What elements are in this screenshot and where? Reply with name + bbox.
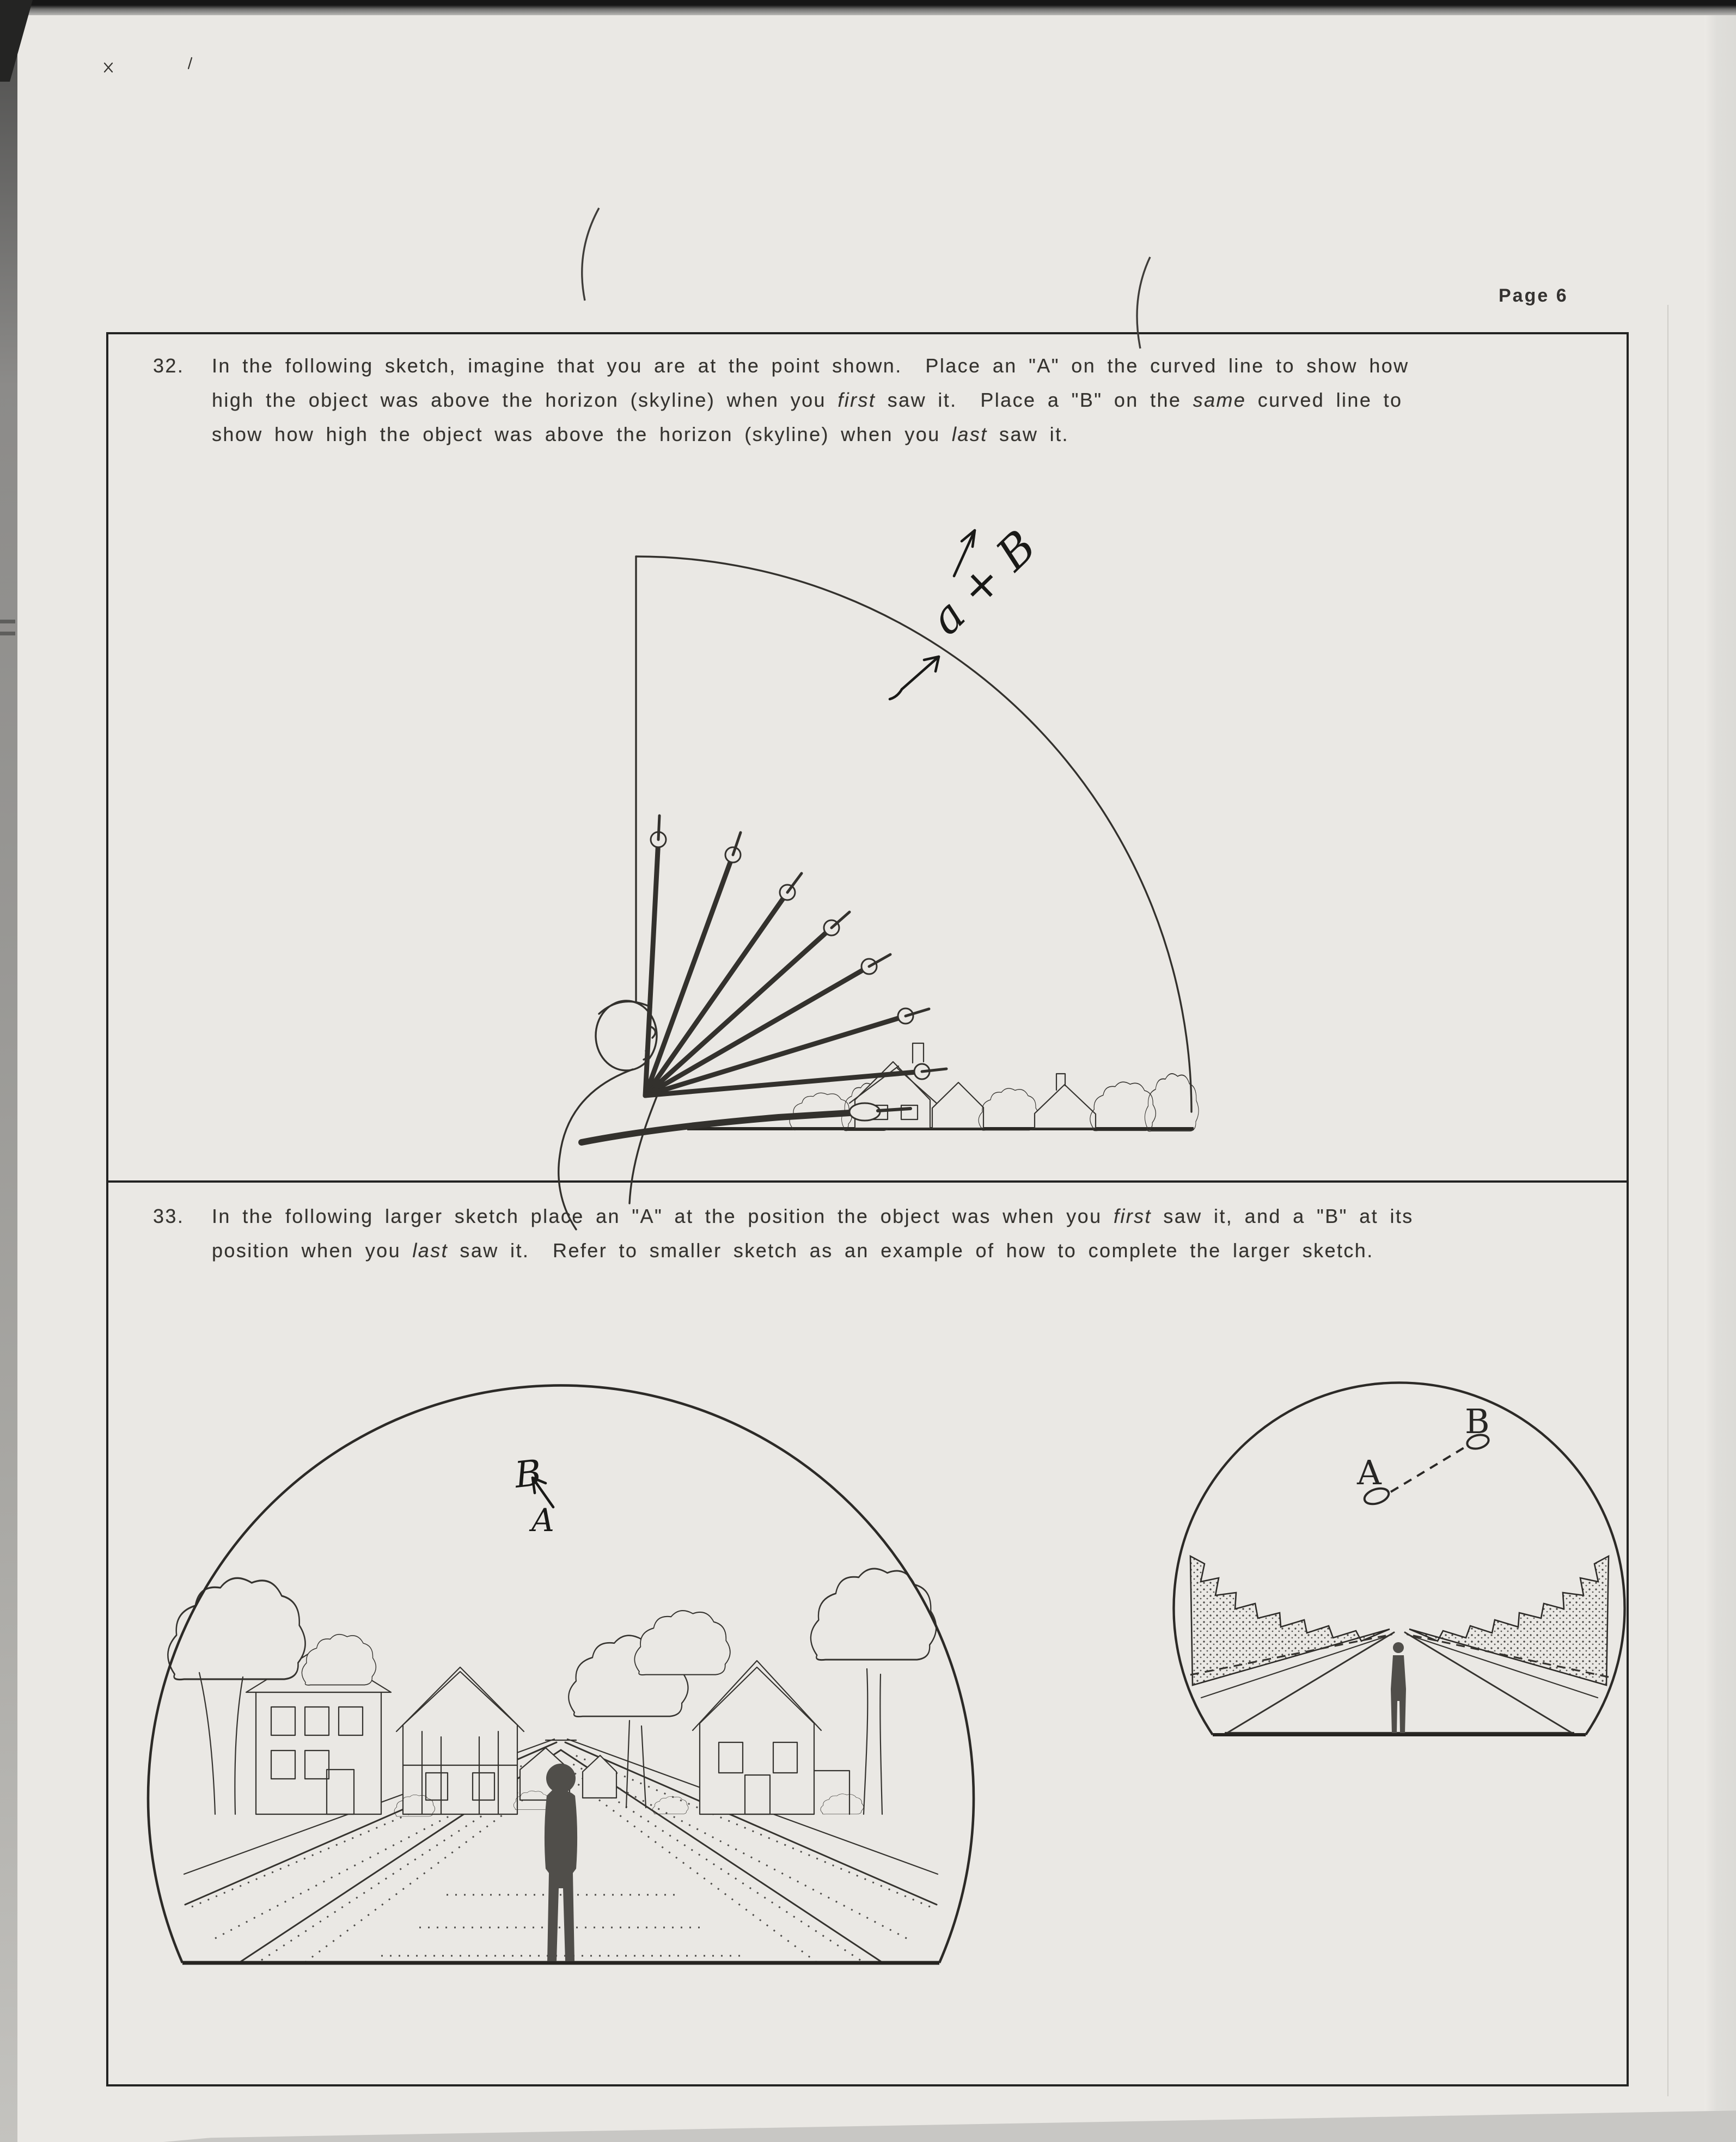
stray-paren-mark	[582, 208, 599, 301]
question-33	[153, 1199, 1601, 1268]
question-32-text: In the following sketch, imagine that you are at the point shown. Place an "A" on the curved line to show how high the object was above the horizon (skyline) when you first saw it. Place a "B" on the same curved line to show how high the object was above the horizon (skyline) when you last saw it.	[212, 354, 1409, 445]
scan-edge-top-strip	[0, 0, 1736, 15]
paper-edge-crease	[1667, 305, 1668, 2096]
example-label-a: A	[1357, 1453, 1382, 1492]
question-32-number: 32.	[153, 354, 185, 377]
section-divider-line	[108, 1180, 1627, 1183]
scan-bed-bottom-wedge	[163, 2100, 1736, 2142]
page-number: Page 6	[1499, 285, 1568, 306]
handwritten-b: B	[512, 1452, 543, 1496]
example-label-b: B	[1465, 1402, 1490, 1441]
scan-streak	[0, 620, 15, 623]
questionnaire-box	[106, 332, 1629, 2086]
scan-edge-left-band	[0, 0, 17, 2142]
stray-scan-marks	[105, 58, 1150, 348]
scan-edge-right-band	[1704, 0, 1736, 2142]
question-33-number: 33.	[153, 1205, 185, 1227]
handwritten-a-plus-b: a + B	[920, 521, 1047, 645]
scan-streak	[0, 632, 15, 635]
question-32	[153, 348, 1591, 451]
question-33-text: In the following larger sketch place an "A" at the position the object was when you first saw it, and a "B" at its position when you last saw it. Refer to smaller sketch as an example of how to complete the larger sketch.	[212, 1205, 1414, 1262]
handwritten-a: A	[531, 1502, 554, 1539]
